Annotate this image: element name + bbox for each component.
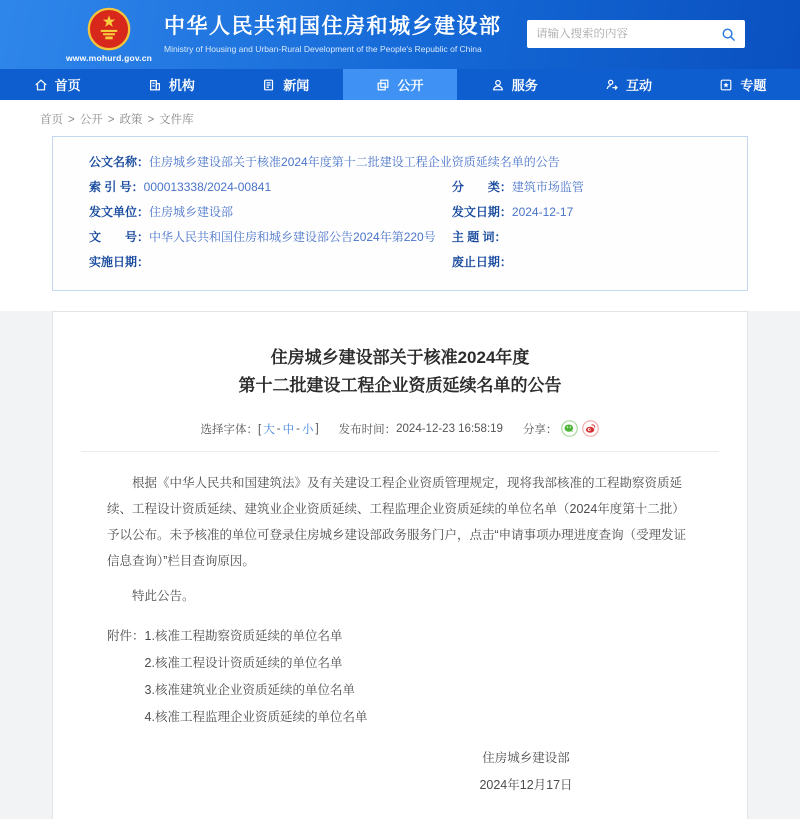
attachment-link-3[interactable]: 3.核准建筑业企业资质延续的单位名单 <box>144 683 355 698</box>
site-url: www.mohurd.gov.cn <box>66 52 153 63</box>
publish-time-group <box>339 421 503 437</box>
search-input[interactable] <box>536 28 721 40</box>
emblem-block <box>66 7 152 63</box>
share-label: 分享： <box>522 423 558 436</box>
article-meta-bar <box>81 420 719 452</box>
weibo-share-icon <box>582 420 599 437</box>
meta-label: 文 号： <box>89 230 150 244</box>
meta-label: 发文单位： <box>89 205 150 219</box>
font-selector-separator: - <box>296 422 300 435</box>
meta-label: 分 类： <box>451 180 512 194</box>
signature-org: 住房城乡建设部 <box>482 751 570 766</box>
meta-row-abolish-date <box>452 250 737 275</box>
nav-item-topic[interactable] <box>686 69 800 100</box>
font-size-selector <box>201 421 319 437</box>
meta-row-category <box>452 175 737 200</box>
national-emblem-logo <box>87 7 131 51</box>
meta-row-index-number <box>89 175 452 200</box>
nav-label: 首页 <box>54 78 81 93</box>
nav-item-service[interactable] <box>457 69 571 100</box>
weibo-share-button[interactable] <box>582 420 599 437</box>
site-title: 中华人民共和国住房和城乡建设部 <box>164 14 502 38</box>
meta-row-doc-number <box>89 225 452 250</box>
nav-label: 互动 <box>626 78 653 93</box>
font-size-small-link[interactable]: 小 <box>301 423 314 436</box>
breadcrumb <box>0 100 800 136</box>
attachments-list <box>145 623 368 731</box>
nav-label: 服务 <box>511 78 538 93</box>
meta-value: 中华人民共和国住房和城乡建设部公告2024年第220号 <box>149 230 436 244</box>
article-body <box>81 452 719 819</box>
nav-item-interaction[interactable] <box>571 69 685 100</box>
content-background <box>0 311 800 819</box>
wechat-share-button[interactable] <box>561 420 578 437</box>
meta-value: 2024-12-17 <box>511 205 574 219</box>
meta-label: 实施日期： <box>89 255 150 269</box>
meta-value: 建筑市场监管 <box>511 180 584 194</box>
nav-label: 机构 <box>168 78 195 93</box>
breadcrumb-link-policy[interactable]: 政策 <box>119 114 143 126</box>
publish-time-value: 2024-12-23 16:58:19 <box>396 422 503 435</box>
nav-label: 公开 <box>397 78 424 93</box>
meta-label: 主 题 词： <box>451 230 507 244</box>
topic-icon <box>719 78 733 92</box>
meta-row-doc-name <box>89 150 737 175</box>
article-paragraph: 根据《中华人民共和国建筑法》及有关建设工程企业资质管理规定，现将我部核准的工程勘察资质延续、工程设计资质延续、建筑业企业资质延续、工程监理企业资质延续的单位名单（2024年度第十二批）予以公布。未予核准的单位可登录住房城乡建设部政务服务门户，点击“申请事项办理进度查询（受理发证信息查询）”栏目查询原因。 <box>107 476 687 569</box>
nav-item-home[interactable] <box>0 69 114 100</box>
article-card <box>52 311 748 819</box>
news-icon <box>262 78 276 92</box>
search-button[interactable] <box>721 27 736 42</box>
search-icon <box>721 27 736 42</box>
attachment-link-2[interactable]: 2.核准工程设计资质延续的单位名单 <box>144 656 343 671</box>
attachment-link-1[interactable]: 1.核准工程勘察资质延续的单位名单 <box>144 629 343 644</box>
publish-time-label: 发布时间： <box>338 423 397 436</box>
nav-label: 专题 <box>740 78 767 93</box>
share-group <box>523 420 600 437</box>
signature-block <box>451 745 601 819</box>
disclosure-icon <box>376 78 390 92</box>
article-title <box>81 344 719 400</box>
search-box <box>527 20 745 48</box>
font-selector-separator: - <box>276 422 281 435</box>
article-closing-line: 特此公告。 <box>132 589 195 604</box>
font-size-large-link[interactable]: 大 <box>263 423 275 436</box>
breadcrumb-link-disclosure[interactable]: 公开 <box>79 114 103 126</box>
meta-value: 住房城乡建设部关于核准2024年度第十二批建设工程企业资质延续名单的公告 <box>149 155 560 169</box>
font-size-medium-link[interactable]: 中 <box>282 423 295 436</box>
breadcrumb-separator: > <box>147 114 155 126</box>
breadcrumb-separator: > <box>107 114 115 126</box>
meta-value: 000013338/2024-00841 <box>143 180 272 194</box>
document-meta-box <box>52 136 748 291</box>
meta-row-implement-date <box>89 250 452 275</box>
home-icon <box>34 78 48 92</box>
site-header <box>0 0 800 69</box>
breadcrumb-separator: > <box>68 114 75 126</box>
meta-label: 索 引 号： <box>89 180 144 194</box>
article-title-line2: 第十二批建设工程企业资质延续名单的公告 <box>238 376 562 396</box>
interaction-icon <box>605 78 619 92</box>
nav-item-organization[interactable] <box>114 69 228 100</box>
nav-item-news[interactable] <box>229 69 343 100</box>
breadcrumb-link-home[interactable]: 首页 <box>40 114 63 126</box>
article-title-line1: 住房城乡建设部关于核准2024年度 <box>270 348 530 367</box>
site-subtitle: Ministry of Housing and Urban-Rural Development of the People's Republic of China <box>164 43 482 54</box>
attachments-label: 附件： <box>107 629 145 644</box>
meta-label: 发文日期： <box>451 205 512 219</box>
meta-row-issue-date <box>452 200 737 225</box>
attachments-block <box>107 623 693 731</box>
nav-item-disclosure[interactable] <box>343 69 457 100</box>
main-nav <box>0 69 800 100</box>
meta-value: 住房城乡建设部 <box>149 205 234 219</box>
font-selector-prefix: 选择字体：[ <box>200 423 262 436</box>
signature-date: 2024年12月17日 <box>479 778 573 793</box>
service-icon <box>491 78 505 92</box>
meta-row-issuing-unit <box>89 200 452 225</box>
meta-label: 公文名称： <box>89 155 150 169</box>
breadcrumb-link-library[interactable]: 文件库 <box>159 114 194 126</box>
meta-label: 废止日期： <box>451 255 512 269</box>
nav-label: 新闻 <box>283 78 310 93</box>
attachment-link-4[interactable]: 4.核准工程监理企业资质延续的单位名单 <box>144 710 368 725</box>
font-selector-suffix: ] <box>315 422 319 435</box>
wechat-share-icon <box>561 420 578 437</box>
meta-row-subject-words <box>452 225 737 250</box>
organization-icon <box>148 78 162 92</box>
